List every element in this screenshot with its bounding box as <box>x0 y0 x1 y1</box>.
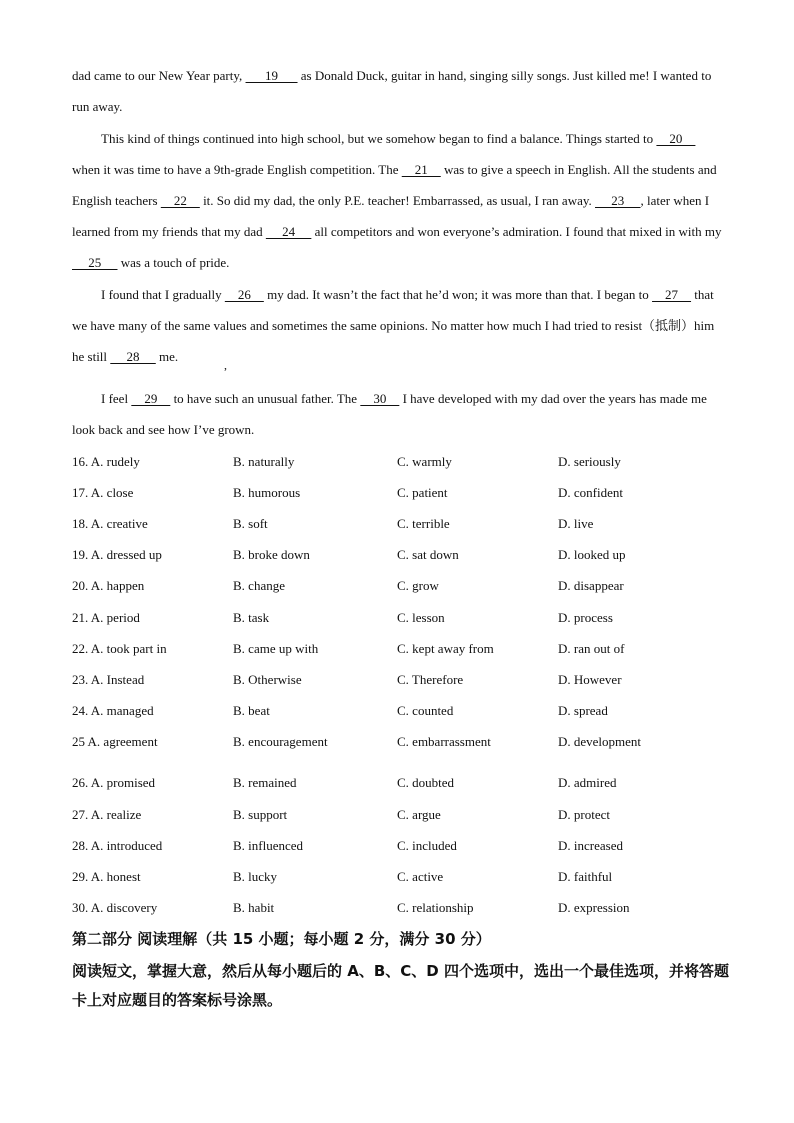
option-a: 25 A. agreement <box>72 734 158 750</box>
option-d: D. live <box>558 515 594 531</box>
option-b: B. habit <box>233 900 275 916</box>
text-segment: , later when I learned from my friends that my dad <box>72 193 710 239</box>
stray-comma: , <box>224 358 227 372</box>
blank-22: 22 <box>160 193 200 208</box>
option-b: B. naturally <box>233 453 295 469</box>
option-b: B. influenced <box>233 837 304 853</box>
option-row <box>72 799 732 830</box>
text-segment: to have such an unusual father. The <box>170 391 361 406</box>
option-row <box>72 446 732 477</box>
option-d: D. confident <box>558 484 623 500</box>
option-b: B. beat <box>233 703 270 719</box>
blank-20: 20 <box>656 131 696 146</box>
option-d: D. disappear <box>558 578 624 594</box>
option-a: 20. A. happen <box>72 578 145 594</box>
option-d: D. seriously <box>558 453 621 469</box>
text-segment: I have developed with my dad over the years has made me look back and see how I’ve grown. <box>72 391 707 437</box>
option-c: C. warmly <box>397 453 452 469</box>
blank-30: 30 <box>360 391 400 406</box>
option-d: D. spread <box>558 703 608 719</box>
blank-27: 27 <box>652 287 692 302</box>
option-a: 22. A. took part in <box>72 640 167 656</box>
blank-19: 19 <box>245 68 298 83</box>
option-b: B. lucky <box>233 869 278 885</box>
option-c: C. included <box>397 837 457 853</box>
option-row <box>72 571 732 602</box>
text-segment: it. So did my dad, the only P.E. teacher! Embarrassed, as usual, I ran away. <box>199 193 596 208</box>
options-table <box>72 446 732 924</box>
option-row <box>72 664 732 695</box>
option-c: C. embarrassment <box>397 734 491 750</box>
option-c: C. counted <box>397 703 454 719</box>
option-row <box>72 768 732 799</box>
text-segment: was to give a speech in English. All the students and English teachers <box>72 162 717 208</box>
option-row <box>72 633 732 664</box>
option-c: C. terrible <box>397 515 450 531</box>
text-segment: I feel <box>101 391 132 406</box>
option-c: C. patient <box>397 484 448 500</box>
option-b: B. support <box>233 806 288 822</box>
text-segment: was a touch of pride. <box>117 255 230 270</box>
option-c: C. grow <box>397 578 439 594</box>
passage-paragraph-1 <box>72 60 722 122</box>
text-segment: This kind of things continued into high school, but we somehow began to find a balance. Things started to <box>101 131 657 146</box>
option-b: B. task <box>233 609 270 625</box>
option-row <box>72 508 732 539</box>
option-row <box>72 893 732 924</box>
option-c: C. Therefore <box>397 671 464 687</box>
option-b: B. encouragement <box>233 734 328 750</box>
text-segment: my dad. It wasn’t the fact that he’d won; it was more than that. I began to <box>263 287 653 302</box>
text-segment: me. <box>155 349 179 364</box>
option-b: B. soft <box>233 515 268 531</box>
option-a: 19. A. dressed up <box>72 547 162 563</box>
option-d: D. ran out of <box>558 640 625 656</box>
passage-paragraph-3 <box>72 279 722 372</box>
option-a: 18. A. creative <box>72 515 148 531</box>
blank-21: 21 <box>401 162 441 177</box>
option-d: D. However <box>558 671 622 687</box>
option-d: D. admired <box>558 775 617 791</box>
section-title: 第二部分 阅读理解（共 15 小题；每小题 2 分，满分 30 分） <box>72 930 491 948</box>
option-d: D. process <box>558 609 613 625</box>
option-row <box>72 861 732 892</box>
option-c: C. relationship <box>397 900 474 916</box>
option-d: D. expression <box>558 900 630 916</box>
option-b: B. broke down <box>233 547 310 563</box>
option-d: D. increased <box>558 837 623 853</box>
text-segment: I found that I gradually <box>101 287 225 302</box>
option-c: C. lesson <box>397 609 445 625</box>
option-b: B. change <box>233 578 285 594</box>
blank-26: 26 <box>224 287 264 302</box>
option-b: B. humorous <box>233 484 301 500</box>
spacer-cell <box>72 758 732 768</box>
blank-28: 28 <box>110 349 156 364</box>
option-d: D. faithful <box>558 869 613 885</box>
blank-23: 23 <box>595 193 641 208</box>
option-d: D. protect <box>558 806 610 822</box>
text-segment: as Donald Duck, guitar in hand, singing silly songs. Just killed me! I wanted to run away. <box>72 68 712 114</box>
option-row <box>72 727 732 758</box>
option-row <box>72 602 732 633</box>
blank-25: 25 <box>72 255 118 270</box>
option-row <box>72 540 732 571</box>
blank-29: 29 <box>131 391 171 406</box>
option-b: B. Otherwise <box>233 671 302 687</box>
option-c: C. active <box>397 869 444 885</box>
option-row <box>72 477 732 508</box>
option-b: B. remained <box>233 775 297 791</box>
text-segment: he still <box>72 349 111 364</box>
option-b: B. came up with <box>233 640 319 656</box>
option-a: 23. A. Instead <box>72 671 145 687</box>
section-instruction: 阅读短文，掌握大意，然后从每小题后的 A、B、C、D 四个选项中，选出一个最佳选项，并将答题卡上对应题目的答案标号涂黑。 <box>72 962 729 1009</box>
option-row <box>72 830 732 861</box>
option-a: 21. A. period <box>72 609 140 625</box>
option-a: 28. A. introduced <box>72 837 163 853</box>
option-c: C. kept away from <box>397 640 494 656</box>
option-c: C. sat down <box>397 547 459 563</box>
text-segment: when it was time to have a 9th-grade English competition. The <box>72 162 402 177</box>
option-c: C. doubted <box>397 775 455 791</box>
passage-paragraph-4 <box>72 383 722 445</box>
option-a: 16. A. rudely <box>72 453 140 469</box>
option-a: 26. A. promised <box>72 775 156 791</box>
option-d: D. development <box>558 734 642 750</box>
option-c: C. argue <box>397 806 441 822</box>
option-row <box>72 696 732 727</box>
text-segment: all competitors and won everyone’s admiration. I found that mixed in with my <box>311 224 722 239</box>
text-segment: that we have many of the same values and sometimes the same opinions. No matter how much I had tried to resist（抵制）him <box>72 287 715 333</box>
option-a: 29. A. honest <box>72 869 141 885</box>
passage-paragraph-2 <box>72 123 722 278</box>
option-a: 27. A. realize <box>72 806 142 822</box>
text-segment: dad came to our New Year party, <box>72 68 246 83</box>
option-d: D. looked up <box>558 547 626 563</box>
row-spacer <box>72 758 732 768</box>
option-a: 24. A. managed <box>72 703 154 719</box>
blank-24: 24 <box>265 224 312 239</box>
option-a: 17. A. close <box>72 484 134 500</box>
option-a: 30. A. discovery <box>72 900 158 916</box>
